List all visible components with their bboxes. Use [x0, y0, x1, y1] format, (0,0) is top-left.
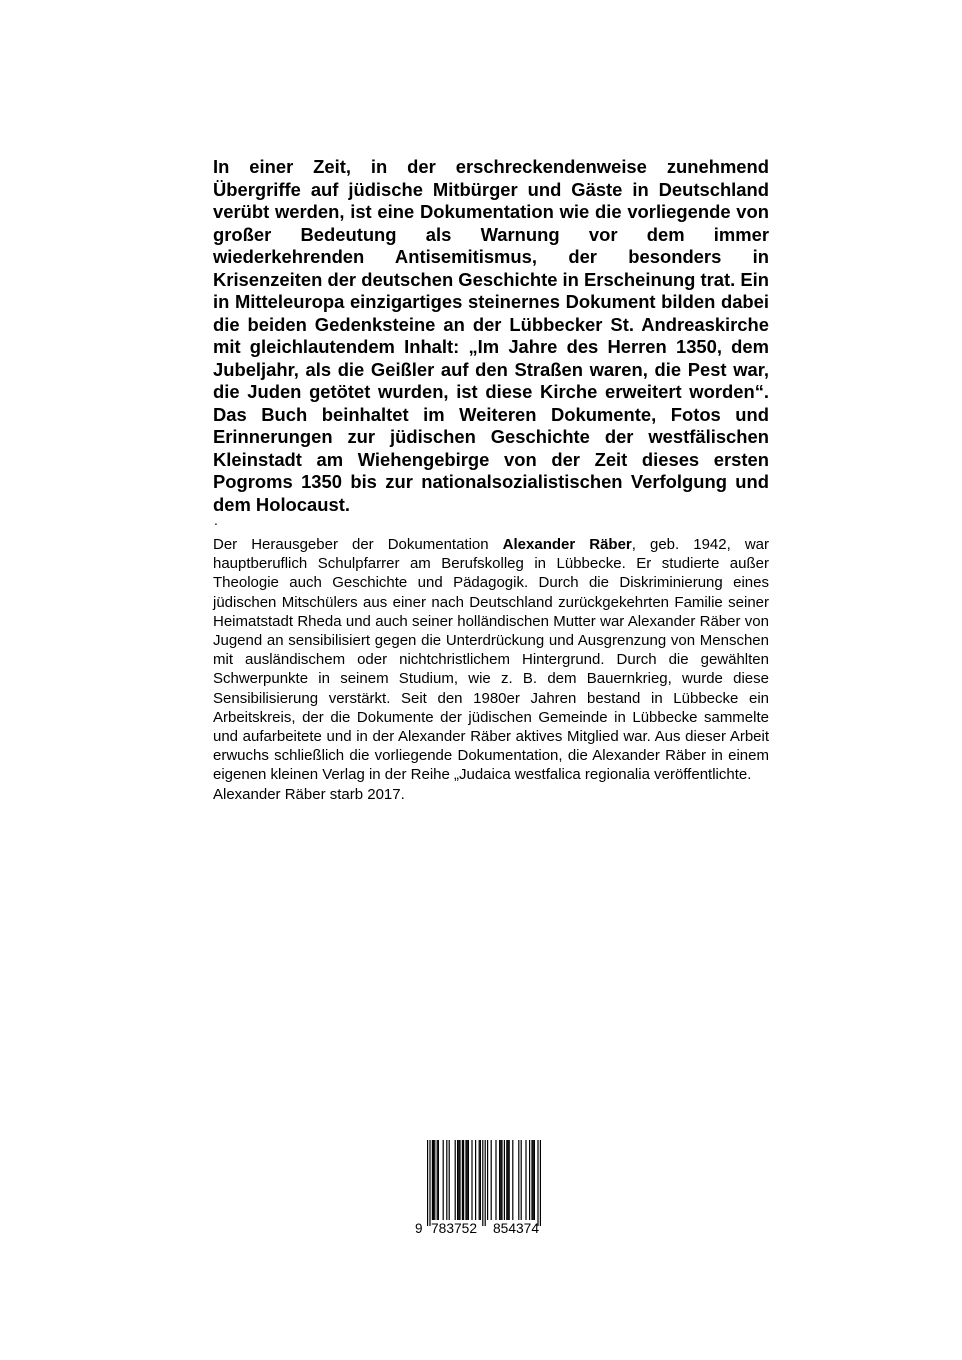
barcode-bar [531, 1140, 532, 1220]
bio-editor-name: Alexander Räber [502, 536, 632, 553]
barcode-bar [433, 1140, 434, 1220]
bio-rest: , geb. 1942, war hauptberuflich Schulpfarrer am Berufskolleg in Lübbecke. Er studierte außer Theologie auch Geschichte und Pädagogik. Durch die Diskriminierung eines jüdischen Mitschülers aus einer nach Deutschland zurückgekehrten Familie seiner Heimatstadt Rheda und auch seiner holländischen Mutter war Alexander Räber von Jugend an sensibilisiert gegen die Unterdrückung und Ausgrenzung von Menschen mit ausländischem oder nichtchristlichem Hintergrund. Durch die gewählten Schwerpunkte in seinem Studium, wie z. B. dem Bauernkrieg, wurde diese Sensibilisierung verstärkt. Seit den 1980er Jahren bestand in Lübbecke ein Arbeitskreis, der die Dokumente der jüdischen Gemeinde in Lübbecke sammelte und aufarbeitete und in der Alexander Räber aktives Mitglied war. Aus dieser Arbeit erwuchs schließlich die vorliegende Dokumentation, die Alexander Räber in einem eigenen kleinen Verlag in der Reihe „Judaica westfalica regionalia veröffentlichte. [213, 536, 770, 784]
barcode-bar [507, 1140, 508, 1220]
barcode-bar [429, 1140, 430, 1226]
barcode-bar [480, 1140, 481, 1220]
barcode-right-digits: 854374 [493, 1221, 540, 1236]
barcode-bar [467, 1140, 468, 1220]
barcode-bars [427, 1140, 541, 1226]
bio-intro: Der Herausgeber der Dokumentation [213, 536, 503, 553]
barcode-bar [512, 1140, 513, 1220]
barcode-bar [534, 1140, 535, 1220]
barcode-bar [463, 1140, 464, 1220]
barcode-bar [533, 1140, 534, 1220]
barcode-bar [509, 1140, 510, 1220]
barcode-bar [462, 1140, 463, 1220]
barcode-bar [482, 1140, 483, 1226]
barcode-bar [499, 1140, 500, 1220]
barcode-bar [521, 1140, 522, 1220]
barcode-bar [501, 1140, 502, 1220]
barcode-bar [434, 1140, 435, 1220]
barcode-bar [468, 1140, 469, 1220]
barcode-bar [500, 1140, 501, 1220]
barcode-bar [504, 1140, 505, 1220]
barcode-bar [446, 1140, 447, 1220]
barcode-bar [525, 1140, 526, 1220]
barcode-bar [537, 1140, 538, 1226]
barcode-bar [479, 1140, 480, 1220]
barcode-bar [437, 1140, 438, 1220]
barcode-bar [432, 1140, 433, 1220]
editor-bio [213, 535, 769, 804]
barcode-bar [438, 1140, 439, 1220]
barcode-bar [518, 1140, 519, 1220]
barcode-bar [506, 1140, 507, 1220]
blurb-text: In einer Zeit, in der erschreckendenweise zunehmend Übergriffe auf jüdische Mitbürger und Gäste in Deutschland verübt werden, ist eine Dokumentation wie die vorliegende von großer Bedeutung als Warnung vor dem immer wiederkehrenden Antisemitismus, der besonders in Krisenzeiten der deutschen Geschichte in Erscheinung trat. Ein in Mitteleuropa einzigartiges steinernes Dokument bilden dabei die beiden Gedenksteine an der Lübbecker St. Andreaskirche mit gleichlautendem Inhalt: „Im Jahre des Herren 1350, dem Jubeljahr, als die Geißler auf den Straßen waren, die Pest war, die Juden getötet wurden, ist diese Kirche erweitert worden“. Das Buch beinhaltet im Weiteren Dokumente, Fotos und Erinnerungen zur jüdischen Geschichte der westfälischen Kleinstadt am Wiehengebirge von der Zeit dieses ersten Pogroms 1350 bis zur nationalsozialistischen Verfolgung und dem Holocaust. [213, 156, 769, 515]
barcode-bar [457, 1140, 458, 1220]
isbn-barcode [413, 1138, 545, 1238]
barcode-bar [475, 1140, 476, 1220]
barcode-bar [465, 1140, 466, 1220]
barcode-bar [495, 1140, 496, 1220]
barcode-bar [427, 1140, 428, 1226]
separator-dot: . [214, 512, 218, 528]
barcode-bar [443, 1140, 444, 1220]
barcode-bar [471, 1140, 472, 1220]
barcode-bar [485, 1140, 486, 1226]
barcode-graphic [413, 1138, 545, 1238]
barcode-bar [529, 1140, 530, 1220]
barcode-bar [449, 1140, 450, 1220]
barcode-bar [491, 1140, 492, 1220]
barcode-bar [458, 1140, 459, 1220]
barcode-bar [540, 1140, 541, 1226]
barcode-first-digit: 9 [415, 1221, 423, 1236]
barcode-bar [455, 1140, 456, 1220]
barcode-bar [459, 1140, 460, 1220]
bio-last-line: Alexander Räber starb 2017. [213, 785, 405, 803]
barcode-left-digits: 783752 [431, 1221, 477, 1236]
barcode-bar [487, 1140, 488, 1220]
